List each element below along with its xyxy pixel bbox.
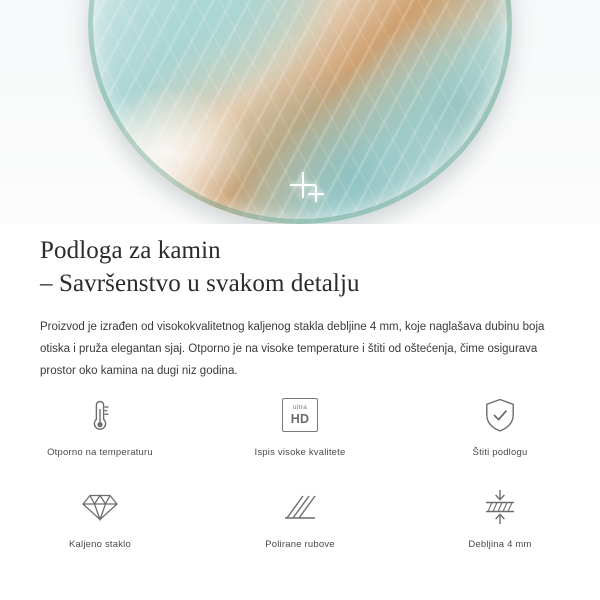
diamond-icon <box>74 484 126 530</box>
feature-label: Debljina 4 mm <box>468 539 532 550</box>
feature-item-print-quality <box>200 392 400 458</box>
feature-label: Otporno na temperaturu <box>47 447 153 458</box>
headline-line-2: – Savršenstvo u svakom detalju <box>40 270 360 297</box>
feature-label: Polirane rubove <box>265 539 335 550</box>
glass-board-image <box>88 0 512 224</box>
description-paragraph: Proizvod je izrađen od visokokvalitetnog kaljenog stakla debljine 4 mm, koje naglašava dubinu boja otiska i pruža elegantan sjaj. Otporno je na visoke temperature i štiti od oštećenja, čime osigurava prostor oko kamina na dugi niz godina. <box>40 321 545 377</box>
ultra-hd-badge-small: ultra <box>292 404 308 411</box>
polished-edges-icon <box>274 484 326 530</box>
page-title <box>0 224 600 300</box>
thickness-arrows-icon <box>474 484 526 530</box>
ultra-hd-icon <box>274 392 326 438</box>
feature-label: Kaljeno staklo <box>69 539 131 550</box>
ultra-hd-badge-big: HD <box>290 411 310 426</box>
ultra-hd-badge <box>282 398 318 432</box>
content-block <box>0 224 600 382</box>
hero-image <box>0 0 600 224</box>
feature-item-thickness <box>400 484 600 550</box>
feature-item-temperature <box>0 392 200 458</box>
feature-label: Štiti podlogu <box>472 447 528 458</box>
feature-item-tempered-glass <box>0 484 200 550</box>
thermometer-icon <box>74 392 126 438</box>
feature-item-protection <box>400 392 600 458</box>
feature-grid <box>0 392 600 550</box>
headline-line-1: Podloga za kamin <box>40 237 221 264</box>
shield-check-icon <box>474 392 526 438</box>
feature-item-polished-edges <box>200 484 400 550</box>
feature-label: Ispis visoke kvalitete <box>254 447 346 458</box>
